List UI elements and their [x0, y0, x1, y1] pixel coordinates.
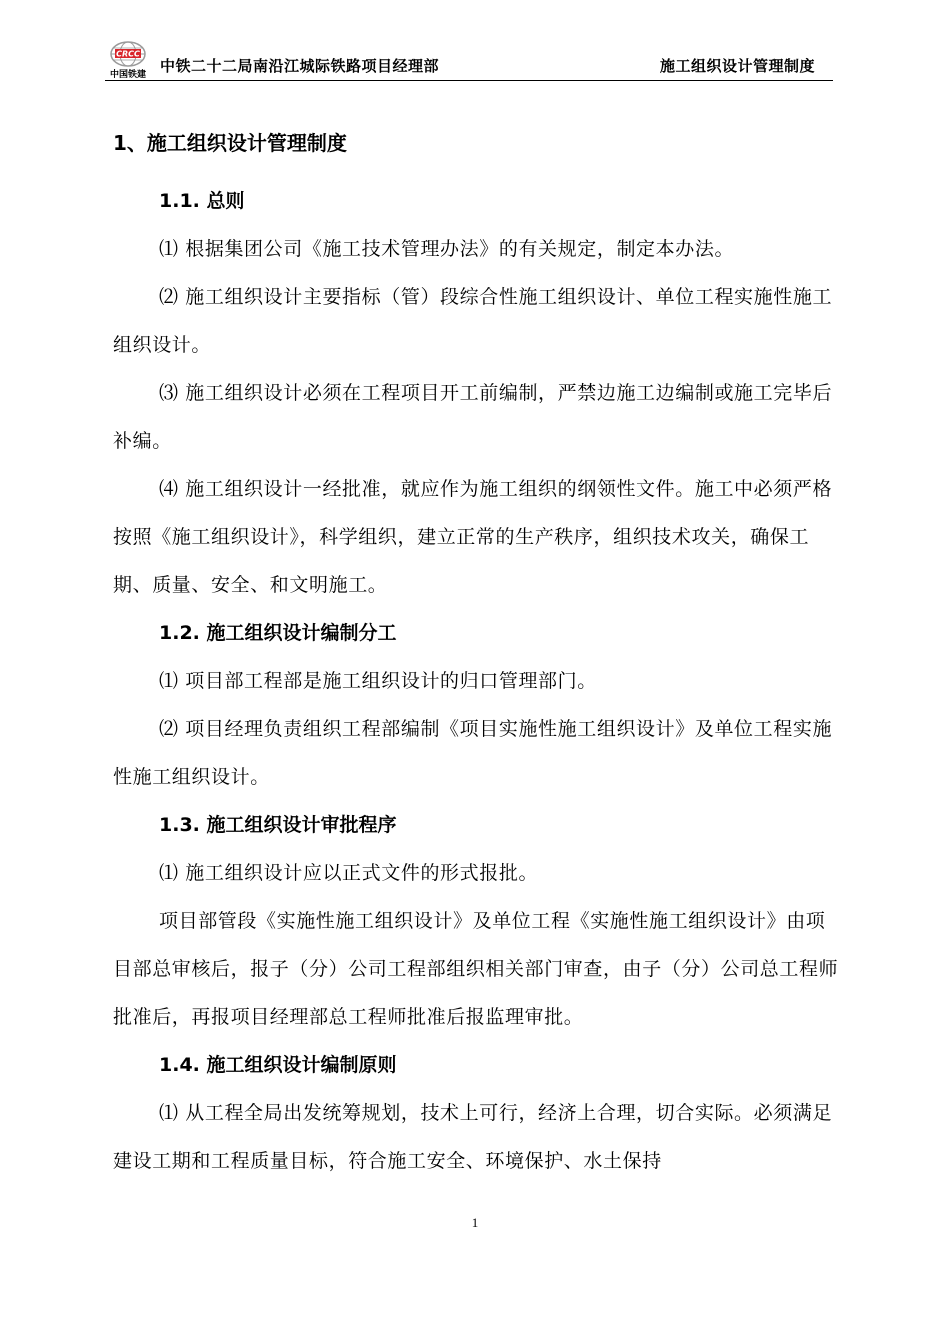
- paragraph: ⑶ 施工组织设计必须在工程项目开工前编制，严禁边施工边编制或施工完毕后补编。: [113, 382, 833, 452]
- paragraph: ⑷ 施工组织设计一经批准，就应作为施工组织的纲领性文件。施工中必须严格按照《施工组织设计》，科学组织，建立正常的生产秩序，组织技术攻关，确保工期、质量、安全、和文明施工。: [113, 478, 833, 596]
- section-heading: 1.2. 施工组织设计编制分工: [159, 622, 397, 644]
- crcc-logo: [105, 40, 151, 80]
- section-division-of-work: [113, 609, 843, 801]
- paragraph: ⑴ 项目部工程部是施工组织设计的归口管理部门。: [159, 670, 597, 692]
- paragraph: ⑵ 项目经理负责组织工程部编制《项目实施性施工组织设计》及单位工程实施性施工组织设计。: [113, 718, 833, 788]
- paragraph: ⑴ 从工程全局出发统筹规划，技术上可行，经济上合理，切合实际。必须满足建设工期和工程质量目标，符合施工安全、环境保护、水土保持: [113, 1102, 833, 1172]
- paragraph: ⑴ 施工组织设计应以正式文件的形式报批。: [159, 862, 539, 884]
- header-project-name: 中铁二十二局南沿江城际铁路项目经理部: [160, 57, 440, 75]
- logo-text: 中国铁建: [109, 70, 146, 80]
- section-general: [113, 177, 843, 609]
- paragraph: ⑵ 施工组织设计主要指标（管）段综合性施工组织设计、单位工程实施性施工组织设计。: [113, 286, 833, 356]
- crcc-logo-icon: [105, 40, 151, 68]
- document-title: 1、施工组织设计管理制度: [113, 131, 347, 155]
- page-number: 1: [471, 1215, 479, 1230]
- section-principles: [113, 1041, 843, 1185]
- paragraph: ⑴ 根据集团公司《施工技术管理办法》的有关规定，制定本办法。: [159, 238, 735, 260]
- section-heading: 1.4. 施工组织设计编制原则: [159, 1054, 397, 1076]
- section-heading: 1.3. 施工组织设计审批程序: [159, 814, 397, 836]
- document-body: [113, 123, 843, 1185]
- section-approval-procedure: [113, 801, 843, 1041]
- header-document-name: 施工组织设计管理制度: [659, 57, 815, 75]
- logo-mark-text: CRCC: [116, 49, 140, 59]
- section-heading: 1.1. 总则: [159, 190, 245, 212]
- paragraph: 项目部管段《实施性施工组织设计》及单位工程《实施性施工组织设计》由项目部总审核后，报子（分）公司工程部组织相关部门审查，由子（分）公司总工程师批准后，再报项目经理部总工程师批准后报监理审批。: [113, 910, 839, 1028]
- page-header: [105, 40, 833, 81]
